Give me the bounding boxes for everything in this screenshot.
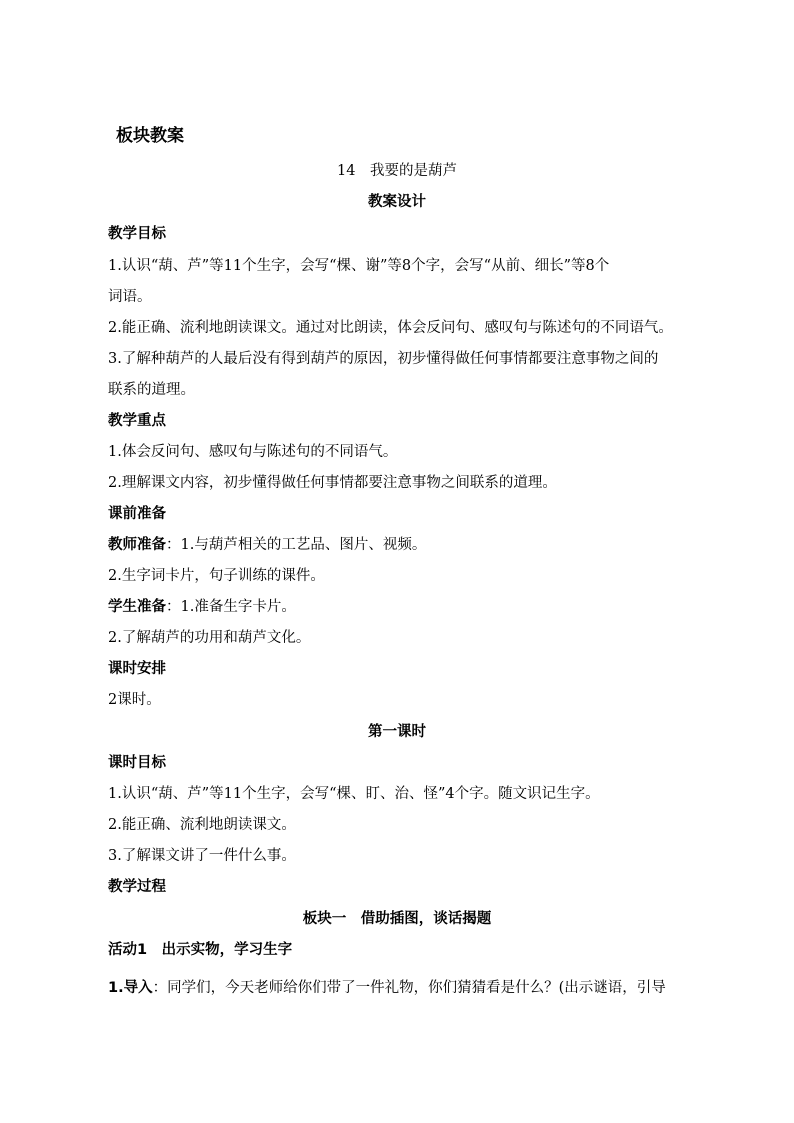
block-heading: 板块一 借助插图，谈话揭题 [302, 911, 492, 927]
period-goal-3: 3.了解课文讲了一件什么事。 [108, 848, 296, 864]
activity-label: 活动1 出示实物，学习生字 [108, 942, 293, 958]
teacher-prep-2: 2.生字词卡片，句子训练的课件。 [108, 568, 325, 584]
goal-3-line2: 联系的道理。 [108, 382, 195, 398]
goal-3-line1: 3.了解种葫芦的人最后没有得到葫芦的原因，初步懂得做任何事情都要注意事物之间的 [108, 351, 659, 367]
key-heading: 教学重点 [108, 413, 166, 429]
goal-2: 2.能正确、流利地朗读课文。通过对比朗读，体会反问句、感叹句与陈述句的不同语气。 [108, 320, 673, 336]
period-heading: 第一课时 [368, 724, 426, 740]
intro-text: ：同学们，今天老师给你们带了一件礼物，你们猜猜看是什么？(出示谜语，引导 [152, 980, 666, 996]
schedule-text: 2课时。 [108, 692, 161, 708]
key-2: 2.理解课文内容，初步懂得做任何事情都要注意事物之间联系的道理。 [108, 475, 557, 491]
key-1: 1.体会反问句、感叹句与陈述句的不同语气。 [108, 444, 398, 460]
intro-label: 1.导入 [108, 980, 153, 996]
period-goal-1: 1.认识“葫、芦”等11个生字，会写“棵、盯、治、怪”4个字。随文识记生字。 [108, 786, 600, 802]
lesson-title: 14 我要的是葫芦 [337, 163, 457, 179]
goals-heading: 教学目标 [108, 226, 166, 242]
goal-1-line2: 词语。 [108, 289, 152, 305]
schedule-heading: 课时安排 [108, 661, 166, 677]
student-prep [108, 596, 718, 618]
doc-title: 板块教案 [116, 126, 184, 146]
teacher-prep [108, 534, 718, 556]
student-prep-2: 2.了解葫芦的功用和葫芦文化。 [108, 630, 311, 646]
design-heading: 教案设计 [368, 194, 426, 210]
period-goals-heading: 课时目标 [108, 755, 166, 771]
teacher-prep-text: ：1.与葫芦相关的工艺品、图片、视频。 [166, 537, 427, 553]
intro-line [108, 977, 718, 999]
student-prep-label: 学生准备 [108, 599, 166, 615]
period-goal-2: 2.能正确、流利地朗读课文。 [108, 817, 296, 833]
student-prep-text: ：1.准备生字卡片。 [166, 599, 296, 615]
goal-1-line1: 1.认识“葫、芦”等11个生字，会写“棵、谢”等8个字，会写“从前、细长”等8个 [108, 258, 610, 274]
prep-heading: 课前准备 [108, 506, 166, 522]
process-heading: 教学过程 [108, 879, 166, 895]
teacher-prep-label: 教师准备 [108, 537, 166, 553]
